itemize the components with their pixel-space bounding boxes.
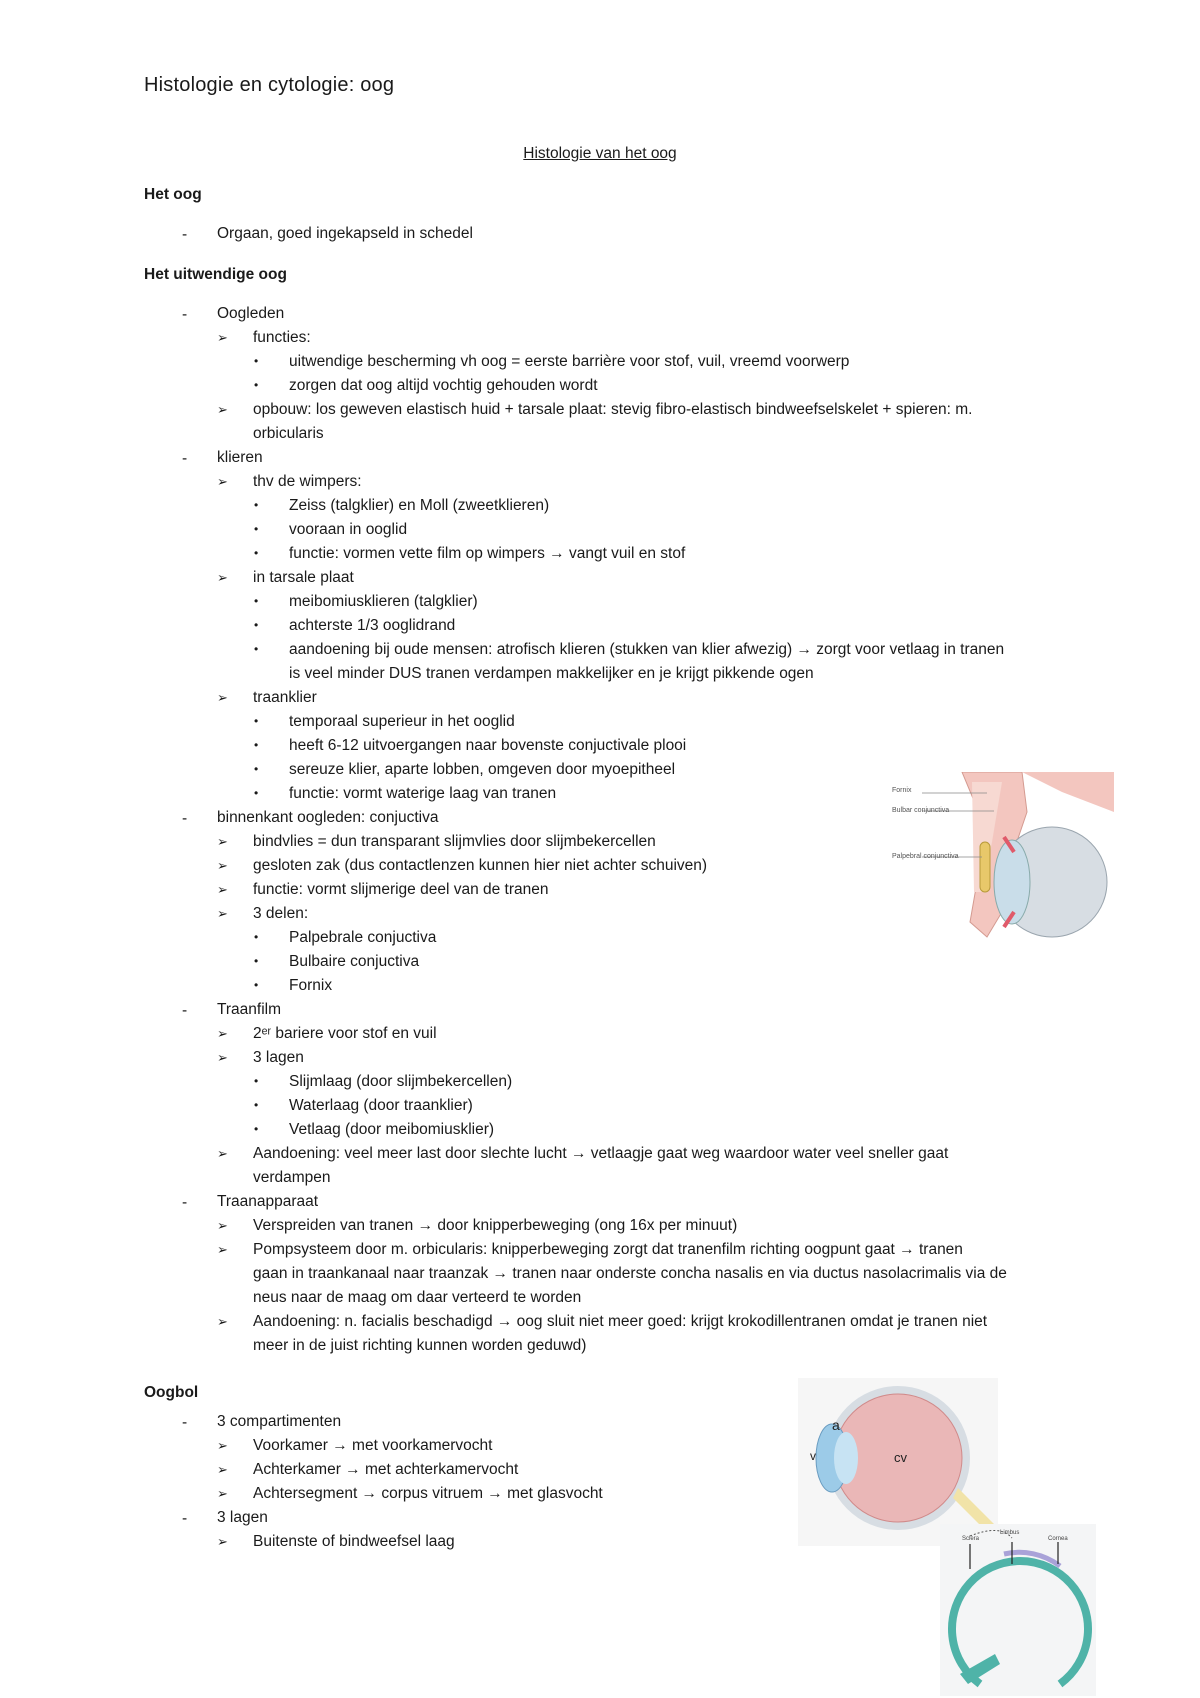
list-item: bindvlies = dun transparant slijmvlies door slijmbekercellen [253, 833, 656, 850]
list-item: is veel minder DUS tranen verdampen makkelijker en je krijgt pikkende ogen [289, 665, 814, 682]
arrow-marker: ➢ [217, 1486, 228, 1501]
list-item: 2ᵉʳ bariere voor stof en vuil [253, 1025, 437, 1042]
fig-label-limbus: Limbus [1000, 1530, 1020, 1536]
dash-marker: - [182, 226, 188, 243]
list-item: functies: [253, 329, 311, 346]
fig-label-cornea: Cornea [1048, 1536, 1068, 1542]
arrow-marker: ➢ [217, 1534, 228, 1549]
list-item: binnenkant oogleden: conjuctiva [217, 809, 439, 826]
bullet-marker: • [254, 354, 259, 368]
bullet-marker: • [254, 1098, 259, 1112]
bullet-marker: • [254, 930, 259, 944]
arrow-marker: ➢ [217, 1146, 228, 1161]
arrow-marker: ➢ [217, 906, 228, 921]
fig-label-sclera: Sclera [962, 1536, 980, 1542]
list-item: meibomiusklieren (talgklier) [289, 593, 478, 610]
bullet-marker: • [254, 786, 259, 800]
list-item: Oogleden [217, 305, 285, 322]
heading-uitwendige-oog: Het uitwendige oog [144, 266, 287, 283]
arrow-marker: ➢ [217, 882, 228, 897]
arrow-marker: ➢ [217, 1438, 228, 1453]
list-item: Verspreiden van tranen → door knipperbeweging (ong 16x per minuut) [253, 1217, 738, 1234]
list-item: functie: vormt slijmerige deel van de tranen [253, 881, 549, 898]
heading-oogbol: Oogbol [144, 1384, 199, 1401]
list-item: vooraan in ooglid [289, 521, 408, 538]
dash-marker: - [182, 1194, 188, 1211]
list-item: Aandoening: n. facialis beschadigd → oog sluit niet meer goed: krijgt krokodillentranen omdat je tranen niet [253, 1313, 988, 1330]
arrow-marker: ➢ [217, 1462, 228, 1477]
list-item: Pompsysteem door m. orbicularis: knipperbeweging zorgt dat tranenfilm richting oogpunt gaat → tranen [253, 1241, 963, 1258]
fig-label-bulbar: Bulbar conjunctiva [892, 807, 950, 814]
list-item: Orgaan, goed ingekapseld in schedel [217, 225, 473, 242]
arrow-marker: ➢ [217, 690, 228, 705]
bullet-marker: • [254, 978, 259, 992]
list-item: sereuze klier, aparte lobben, omgeven door myoepitheel [289, 761, 676, 778]
bullet-marker: • [254, 594, 259, 608]
dash-marker: - [182, 810, 188, 827]
list-item: zorgen dat oog altijd vochtig gehouden wordt [289, 377, 598, 394]
list-item: heeft 6-12 uitvoergangen naar bovenste conjuctivale plooi [289, 737, 687, 754]
bullet-marker: • [254, 642, 259, 656]
fig-label-v: v [810, 1449, 816, 1463]
list-item: Achterkamer → met achterkamervocht [253, 1461, 519, 1478]
bullet-marker: • [254, 378, 259, 392]
arrow-marker: ➢ [217, 1218, 228, 1233]
list-item: traanklier [253, 689, 317, 706]
list-item: thv de wimpers: [253, 473, 362, 490]
eye-layers-figure [940, 1524, 1096, 1696]
list-item: uitwendige bescherming vh oog = eerste barrière voor stof, vuil, vreemd voorwerp [289, 353, 850, 370]
list-item: functie: vormen vette film op wimpers → vangt vuil en stof [289, 545, 686, 562]
list-item: Traanfilm [217, 1001, 282, 1018]
dash-marker: - [182, 450, 188, 467]
bullet-marker: • [254, 954, 259, 968]
list-item: Palpebrale conjuctiva [289, 929, 437, 946]
list-item: gaan in traankanaal naar traanzak → tranen naar onderste concha nasalis en via ductus nasolacrimalis via de [253, 1265, 1007, 1282]
bullet-marker: • [254, 546, 259, 560]
dash-marker: - [182, 306, 188, 323]
arrow-marker: ➢ [217, 1314, 228, 1329]
list-item: klieren [217, 449, 263, 466]
conjunctiva-figure [892, 772, 1114, 944]
fig-label-fornix: Fornix [892, 787, 912, 794]
list-item: aandoening bij oude mensen: atrofisch klieren (stukken van klier afwezig) → zorgt voor vetlaag in tranen [289, 641, 1005, 658]
list-item: in tarsale plaat [253, 569, 354, 586]
dash-marker: - [182, 1414, 188, 1431]
list-item: orbicularis [253, 425, 324, 442]
list-item: Vetlaag (door meibomiusklier) [289, 1121, 495, 1138]
bullet-marker: • [254, 762, 259, 776]
arrow-marker: ➢ [217, 834, 228, 849]
bullet-marker: • [254, 1074, 259, 1088]
list-item: Achtersegment → corpus vitruem → met glasvocht [253, 1485, 603, 1502]
list-item: 3 lagen [253, 1049, 304, 1066]
list-item: verdampen [253, 1169, 331, 1186]
list-item: 3 compartimenten [217, 1413, 342, 1430]
fig-label-a: a [832, 1417, 840, 1433]
bullet-marker: • [254, 738, 259, 752]
list-item: Slijmlaag (door slijmbekercellen) [289, 1073, 513, 1090]
list-item: Aandoening: veel meer last door slechte lucht → vetlaagje gaat weg waardoor water veel sneller gaat [253, 1145, 949, 1162]
list-item: Fornix [289, 977, 333, 994]
list-item: meer in de juist richting kunnen worden geduwd) [253, 1337, 587, 1354]
arrow-marker: ➢ [217, 1050, 228, 1065]
fig-label-cv: cv [894, 1450, 907, 1465]
list-item: 3 delen: [253, 905, 309, 922]
bullet-marker: • [254, 522, 259, 536]
list-item: Bulbaire conjuctiva [289, 953, 420, 970]
list-item: temporaal superieur in het ooglid [289, 713, 515, 730]
arrow-marker: ➢ [217, 330, 228, 345]
eyeball-figure [798, 1378, 998, 1546]
arrow-marker: ➢ [217, 402, 228, 417]
bullet-marker: • [254, 618, 259, 632]
list-item: Voorkamer → met voorkamervocht [253, 1437, 493, 1454]
list-item: 3 lagen [217, 1509, 268, 1526]
arrow-marker: ➢ [217, 1242, 228, 1257]
section-title: Histologie van het oog [523, 145, 677, 162]
list-item: Traanapparaat [217, 1193, 319, 1210]
list-item: opbouw: los geweven elastisch huid + tarsale plaat: stevig fibro-elastisch bindweefselskelet + spieren: m. [253, 401, 973, 418]
arrow-marker: ➢ [217, 1026, 228, 1041]
dash-marker: - [182, 1510, 188, 1527]
bullet-marker: • [254, 498, 259, 512]
list-item: functie: vormt waterige laag van tranen [289, 785, 557, 802]
list-item: Buitenste of bindweefsel laag [253, 1533, 455, 1550]
list-item: neus naar de maag om daar verteerd te worden [253, 1289, 582, 1306]
arrow-marker: ➢ [217, 474, 228, 489]
list-item: gesloten zak (dus contactlenzen kunnen hier niet achter schuiven) [253, 857, 708, 874]
page-title: Histologie en cytologie: oog [144, 74, 395, 96]
list-item: Waterlaag (door traanklier) [289, 1097, 473, 1114]
list-item: achterste 1/3 ooglidrand [289, 617, 456, 634]
list-item: Zeiss (talgklier) en Moll (zweetklieren) [289, 497, 550, 514]
arrow-marker: ➢ [217, 858, 228, 873]
bullet-marker: • [254, 714, 259, 728]
dash-marker: - [182, 1002, 188, 1019]
bullet-marker: • [254, 1122, 259, 1136]
fig-label-palpebral: Palpebral conjunctiva [892, 853, 959, 860]
arrow-marker: ➢ [217, 570, 228, 585]
heading-het-oog: Het oog [144, 186, 202, 203]
